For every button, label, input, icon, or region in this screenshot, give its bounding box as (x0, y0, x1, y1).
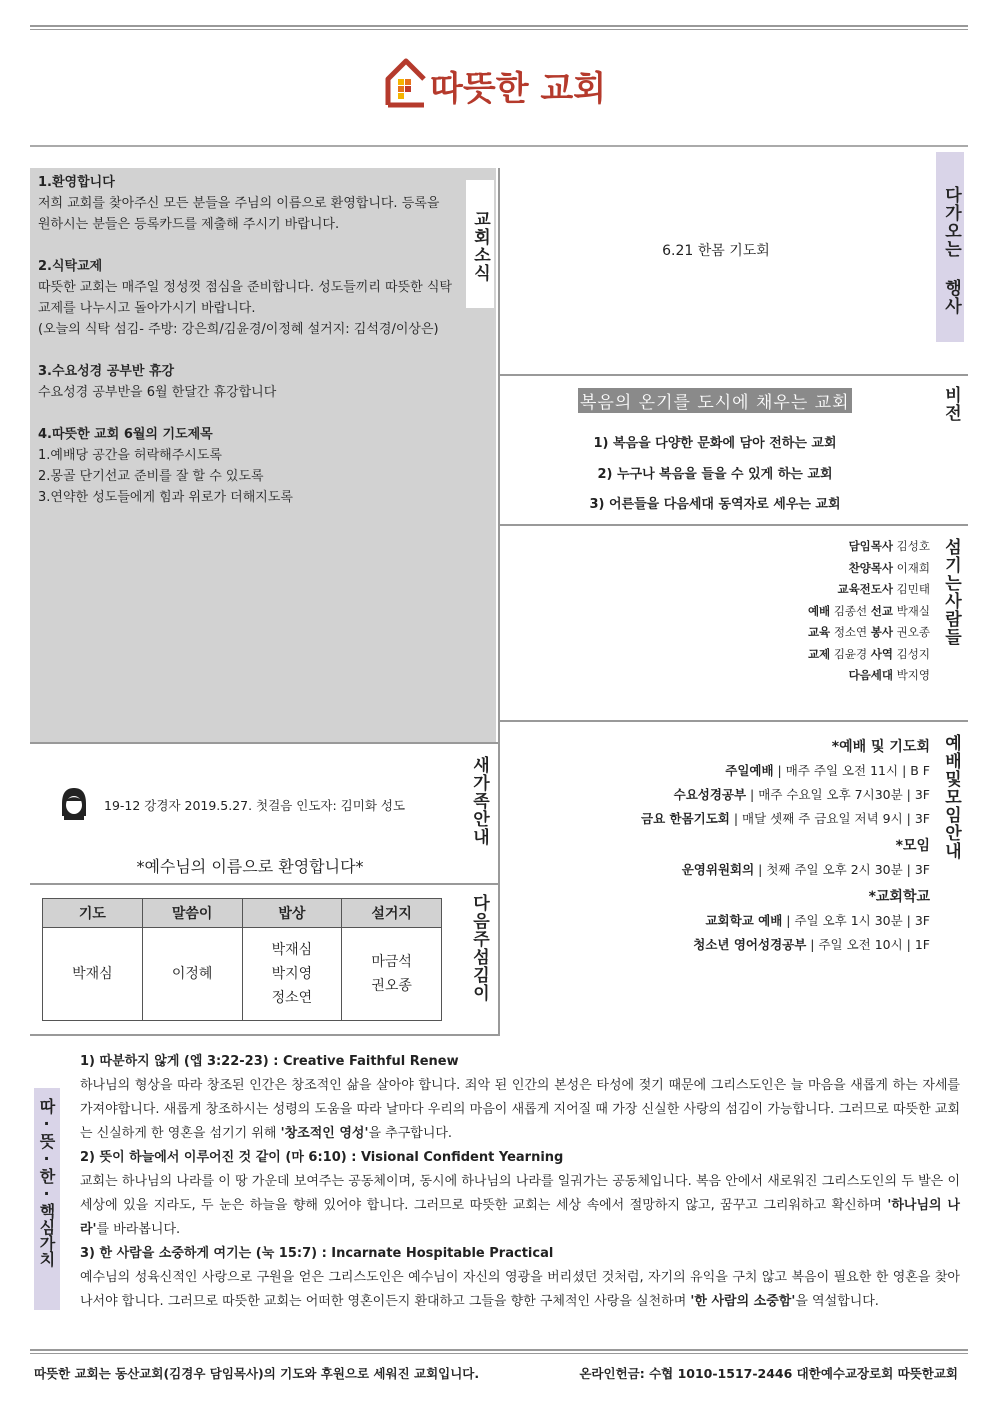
core-value-body (80, 1074, 960, 1146)
news-gap (38, 403, 456, 424)
news-gap (38, 235, 456, 256)
duty-name: 정소연 (271, 990, 313, 1006)
staff-name: 김종선 (833, 603, 868, 618)
core-value-emphasis: '한 사람의 소중함' (690, 1294, 796, 1309)
core-value-title: 2) 뜻이 하늘에서 이루어진 것 같이 (마 6:10) : Visional Confident Yearning (80, 1150, 564, 1165)
meeting-row: 교회학교 예배 | 주일 오후 1시 30분 | 3F (705, 913, 930, 928)
core-label: 따·뜻·한·핵심가치 (37, 1098, 56, 1267)
person-icon (58, 786, 90, 822)
staff-name: 김성호 (896, 539, 930, 553)
staff-row (530, 646, 930, 662)
meeting-section-title: *모임 (895, 838, 930, 854)
staff-row (530, 560, 930, 576)
staff-name: 박재실 (896, 603, 930, 618)
staff-label: 섬기는사람들 (941, 538, 961, 646)
news-label-box (466, 180, 494, 308)
news-item-title: 3.수요성경 공부반 휴강 (38, 364, 175, 379)
house-icon (384, 57, 428, 109)
staff-name: 김윤경 (833, 646, 868, 661)
duty-name: 박재심 (72, 966, 113, 982)
duty-header: 설거지 (342, 899, 442, 928)
meeting-detail: 첫째 주일 오후 2시 30분 | 3F (762, 862, 930, 877)
events-label-box (936, 152, 964, 342)
meeting-detail: 주일 오후 1시 30분 | 3F (790, 913, 930, 928)
meeting-name: 금요 한몸기도회 (641, 811, 730, 826)
core-value-title: 1) 따분하지 않게 (엡 3:22-23) : Creative Faithful Renew (80, 1054, 459, 1069)
core-label-box (34, 1088, 60, 1310)
meeting-detail: 매주 주일 오전 11시 | B F (781, 763, 930, 778)
core-value-text: 교회는 하나님의 나라를 이 땅 가운데 보여주는 공동체이며, 동시에 하나님의 나라를 일궈가는 공동체입니다. 복음 안에서 새로워진 그리스도인의 두 발은 이 세상에 있을 지라도, 두 눈은 하늘을 향해 있어야 합니다. 그러므로 따뜻한 교회는 세상 속에서 절망하지 않고, 꿈꾸고 그리워하고 확신하며 (80, 1174, 960, 1213)
duty-cell-prayer (43, 928, 143, 1021)
duty-name: 마금석 (371, 954, 412, 970)
duty-header: 기도 (43, 899, 143, 928)
meeting-detail: 매주 수요일 오후 7시30분 | 3F (754, 787, 930, 802)
meeting-name: 운영위원회의 (681, 862, 755, 877)
core-value (80, 1050, 960, 1146)
news-item-title: 1.환영합니다 (38, 175, 115, 190)
duty-name: 박재심 (271, 942, 313, 958)
core-value-text: 예수님의 성육신적인 사랑으로 구원을 얻은 그리스도인은 예수님이 자신의 영광을 버리셨던 것처럼, 자기의 유익을 구치 않고 복음이 필요한 한 영혼을 찾아 나서야 합니다. 그러므로 따뜻한 교회는 어떠한 영혼이든지 환대하고 그들을 향한 구체적인 사랑을 실천하며 (80, 1270, 960, 1309)
meeting-row: 금요 한몸기도회 | 매달 셋째 주 금요일 저녁 9시 | 3F (641, 811, 930, 826)
news-item-title: 4.따뜻한 교회 6월의 기도제목 (38, 427, 213, 442)
core-value-body (80, 1266, 960, 1314)
meeting-row: 주일예배 | 매주 주일 오전 11시 | B F (725, 763, 930, 778)
core-value-tail: 를 바라봅니다. (96, 1222, 181, 1237)
vision-rule (500, 524, 968, 526)
vision-label: 비전 (941, 386, 961, 422)
news-item-text: 1.예배당 공간을 허락해주시도록 (38, 448, 222, 463)
vision-item-1: 1) 복음을 다양한 문화에 담아 전하는 교회 (593, 436, 837, 451)
bottom-rule (30, 1349, 968, 1354)
duty-label: 다음주섬김이 (469, 894, 489, 1002)
news-item-title: 2.식탁교제 (38, 259, 103, 274)
news-bottom-rule (30, 742, 498, 744)
vision-item-2: 2) 누구나 복음을 들을 수 있게 하는 교회 (597, 467, 833, 482)
staff-role: 교육 (807, 625, 831, 639)
staff-row (530, 581, 930, 597)
newfamily-rule (30, 883, 498, 885)
core-value-tail: 을 추구합니다. (368, 1126, 453, 1141)
staff-name: 권오종 (896, 625, 930, 639)
staff-row (530, 624, 930, 640)
meeting-row: 청소년 영어성경공부 | 주일 오전 10시 | 1F (693, 937, 930, 952)
news-body (38, 172, 456, 508)
staff-row (530, 667, 930, 683)
core-value-emphasis: '하나님의 나라' (80, 1198, 960, 1237)
duty-cell-meal (242, 928, 342, 1021)
staff-name: 박지영 (896, 668, 930, 682)
meeting-detail: 매달 셋째 주 금요일 저녁 9시 | 3F (738, 811, 930, 826)
church-logo (384, 57, 614, 113)
staff-row (530, 603, 930, 619)
newfamily-info: 19-12 강경자 2019.5.27. 첫걸음 인도자: 김미화 성도 (104, 798, 406, 813)
events-rule (500, 374, 968, 376)
meeting-section-title: *예배 및 기도회 (831, 739, 930, 755)
core-value-emphasis: '창조적인 영성' (280, 1126, 369, 1141)
core-value-text: 하나님의 형상을 따라 창조된 인간은 창조적인 삶을 살아야 합니다. 죄악 된 인간의 본성은 타성에 젖기 때문에 그리스도인은 늘 마음을 새롭게 하는 자세를 가져야합니다. 새롭게 창조하시는 성령의 도움을 따라 날마다 우리의 마음이 새롭게 지어질 때 가장 신실한 사랑의 섬김이 가능합니다. 그러므로 따뜻한 교회는 신실하게 한 영혼을 섬기기 위해 (80, 1078, 960, 1141)
news-item-text: 저희 교회를 찾아주신 모든 분들을 주님의 이름으로 환영합니다. 등록을 원하시는 분들은 등록카드를 제출해 주시기 바랍니다. (38, 196, 440, 232)
newfamily-label: 새가족안내 (469, 756, 489, 846)
duty-cell-dishes (342, 928, 442, 1021)
core-value (80, 1146, 960, 1242)
duty-bottom-rule (30, 1034, 500, 1036)
duty-header-row (43, 899, 442, 928)
core-value-body (80, 1170, 960, 1242)
duty-table (42, 898, 442, 1021)
staff-name: 김성지 (896, 646, 930, 661)
news-label: 교회소식 (470, 210, 490, 282)
meetings-label: 예배및모임안내 (941, 734, 961, 860)
meeting-section-title: *교회학교 (868, 889, 930, 905)
staff-role: 예배 (807, 603, 831, 618)
header-rule (30, 145, 968, 147)
duty-name: 권오종 (371, 978, 412, 994)
duty-name: 박지영 (271, 966, 313, 982)
staff-role: 담임목사 (848, 539, 894, 553)
meeting-name: 교회학교 예배 (705, 913, 783, 928)
event-text: 6.21 한몸 기도회 (662, 243, 770, 259)
news-item-text: 3.연약한 성도들에게 힘과 위로가 더해지도록 (38, 490, 293, 505)
news-item-text: 2.몽골 단기선교 준비를 잘 할 수 있도록 (38, 469, 264, 484)
news-item-text: 따뜻한 교회는 매주일 정성껏 점심을 준비합니다. 성도들끼리 따뜻한 식탁교제를 나누시고 돌아가시기 바랍니다. (38, 280, 452, 316)
vision-banner: 복음의 온기를 도시에 채우는 교회 (578, 388, 852, 413)
duty-cell-word (142, 928, 242, 1021)
staff-role: 찬양목사 (848, 560, 894, 575)
news-panel (30, 168, 496, 742)
staff-name: 김민태 (896, 582, 930, 596)
news-gap (38, 340, 456, 361)
staff-rule (500, 720, 968, 722)
vision-item-3: 3) 어른들을 다음세대 동역자로 세우는 교회 (589, 497, 841, 512)
staff-name: 정소연 (833, 625, 868, 639)
logo-text: 따뜻한 교회 (430, 69, 607, 109)
meeting-name: 청소년 영어성경공부 (693, 937, 807, 952)
newfamily-welcome: *예수님의 이름으로 환영합니다* (136, 857, 364, 876)
staff-name: 이재희 (896, 560, 930, 575)
news-item-text: 수요성경 공부반을 6월 한달간 휴강합니다 (38, 385, 277, 400)
meeting-name: 수요성경공부 (673, 787, 747, 802)
duty-header: 말씀이 (142, 899, 242, 928)
staff-row (530, 538, 930, 554)
meeting-detail: 주일 오전 10시 | 1F (814, 937, 930, 952)
footer-right: 온라인헌금: 수협 1010-1517-2446 대한예수교장로회 따뜻한교회 (579, 1366, 958, 1381)
core-value (80, 1242, 960, 1314)
staff-role: 사역 (870, 646, 894, 661)
staff-role: 교육전도사 (837, 582, 894, 596)
core-value-tail: 을 역설합니다. (795, 1294, 879, 1309)
meeting-name: 주일예배 (725, 763, 774, 778)
duty-header: 밥상 (242, 899, 342, 928)
duty-name: 이정혜 (171, 966, 213, 982)
meeting-row: 수요성경공부 | 매주 수요일 오후 7시30분 | 3F (673, 787, 930, 802)
events-label: 다가오는 행사 (941, 186, 961, 315)
staff-role: 다음세대 (848, 668, 894, 682)
meeting-row: 운영위원회의 | 첫째 주일 오후 2시 30분 | 3F (681, 862, 930, 877)
duty-row (43, 928, 442, 1021)
staff-role: 선교 (870, 603, 894, 618)
footer-left: 따뜻한 교회는 동산교회(김경우 담임목사)의 기도와 후원으로 세워진 교회입니다. (34, 1366, 480, 1381)
staff-role: 교제 (807, 646, 831, 661)
top-rule (30, 25, 968, 30)
news-item-text: (오늘의 식탁 섬김- 주방: 강은희/김윤경/이정혜 설거지: 김석경/이상은) (38, 322, 439, 337)
core-value-title: 3) 한 사람을 소중하게 여기는 (눅 15:7) : Incarnate Hospitable Practical (80, 1246, 554, 1261)
staff-role: 봉사 (870, 625, 894, 639)
